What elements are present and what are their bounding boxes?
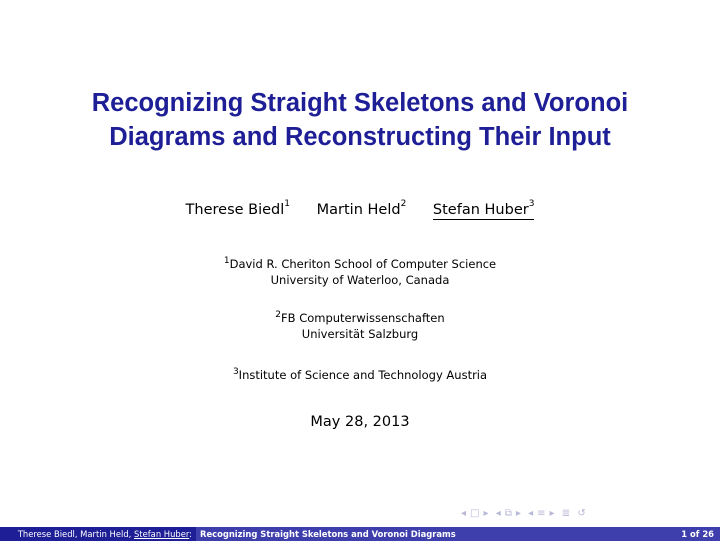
nav-section-next-icon[interactable]: ▸ [549, 508, 555, 519]
slide-footer [0, 527, 720, 541]
title-line-1: Recognizing Straight Skeletons and Voronoi [91, 89, 629, 117]
author-list [0, 199, 720, 220]
beamer-navigation-bar [461, 508, 714, 520]
nav-frame-icon[interactable]: □ [470, 508, 480, 519]
page-number: 1 of 26 [681, 529, 714, 539]
title-line-2: Diagrams and Reconstructing Their Input [109, 123, 611, 151]
author-1: Therese Biedl$^1$ [185, 199, 291, 218]
nav-section-prev-icon[interactable]: ◂ [528, 508, 534, 519]
nav-subsection-icon[interactable]: ⧉ [504, 508, 512, 519]
affiliation-3: $^3$Institute of Science and Technology Austria [232, 367, 488, 382]
nav-outline-icon[interactable]: ≣ [561, 508, 571, 519]
footer-authors: Therese Biedl, Martin Held, Stefan Huber: [0, 527, 196, 541]
author-3-presenter: Stefan Huber$^3$ [432, 199, 535, 218]
affiliation-2: $^2$FB Computerwissenschaften Universität Salzburg [275, 310, 445, 341]
affiliation-1: $^1$David R. Cheriton School of Computer Science University of Waterloo, Canada [223, 256, 497, 287]
presentation-date: May 28, 2013 [310, 414, 410, 430]
nav-frame-prev-icon[interactable]: ◂ [461, 508, 467, 519]
slide-title [0, 86, 720, 154]
footer-title: Recognizing Straight Skeletons and Voronoi Diagrams 1 of 26 [196, 527, 720, 541]
nav-frame-next-icon[interactable]: ▸ [483, 508, 489, 519]
nav-search-icon[interactable]: ↺ [577, 508, 586, 519]
nav-subsection-prev-icon[interactable]: ◂ [495, 508, 501, 519]
nav-subsection-next-icon[interactable]: ▸ [515, 508, 521, 519]
nav-section-icon[interactable]: ≡ [537, 508, 546, 519]
author-2: Martin Held$^2$ [316, 199, 407, 218]
